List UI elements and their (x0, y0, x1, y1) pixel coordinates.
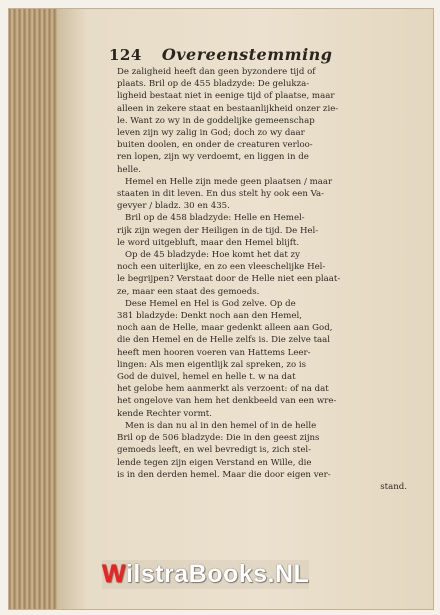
text-line: De zaligheid heeft dan geen byzondere tijd of (117, 67, 316, 77)
text-line: lingen: Als men eigentlijk zal spreken, zo is (117, 359, 307, 370)
book-photo (8, 8, 434, 610)
text-line: God de duivel, hemel en helle t. w na dat (117, 372, 296, 383)
text-line: buiten doolen, en onder de creaturen verloo- (117, 140, 313, 151)
text-line: le. Want zo wy in de goddelijke gemeenschap (117, 115, 315, 126)
text-line: lende tegen zijn eigen Verstand en Wille, die (117, 457, 312, 468)
text-line: leven zijn wy zalig in God; doch zo wy daar (117, 128, 305, 139)
text-line: het ongelove van hem het denkbeeld van een wre- (117, 396, 337, 407)
page-header (109, 45, 411, 64)
page-number: 124 (109, 46, 142, 64)
text-line: kende Rechter vormt. (117, 408, 212, 419)
text-line: 381 bladzyde: Denkt noch aan den Hemel, (117, 311, 302, 322)
text-line: alleen in zekere staat en bestaanlijkheid onzer zie- (117, 103, 339, 114)
text-line: Bril op de 506 bladzyde: Die in den geest zijns (117, 433, 320, 444)
running-head: Overeenstemming (161, 45, 333, 64)
text-line: gevyer / bladz. 30 en 435. (117, 201, 230, 212)
text-line: Op de 45 bladzyde: Hoe komt het dat zy (125, 250, 300, 261)
watermark-text: ilstraBooks.NL (125, 560, 310, 588)
watermark-logo (102, 560, 309, 589)
text-line: staaten in dit leven. En dus stelt hy ook een Va- (117, 189, 325, 200)
text-line: ze, maar een staat des gemoeds. (117, 286, 260, 297)
watermark-initial: W (102, 560, 126, 588)
text-line: rijk zijn wegen der Heiligen in de tijd. De Hel- (117, 225, 319, 236)
text-line: helle. (117, 164, 141, 175)
text-line: Men is dan nu al in den hemel of in de helle (125, 420, 317, 431)
text-line: heeft men hooren voeren van Hattems Leer- (117, 347, 311, 358)
body-text (117, 66, 411, 493)
text-line: die den Hemel en de Helle zelfs is. Die zelve taal (117, 335, 331, 346)
text-line: Bril op de 458 bladzyde: Helle en Hemel- (125, 213, 305, 224)
text-line: gemoeds leeft, en wel bevredigt is, zich stel- (117, 445, 312, 456)
text-line: noch een uiterlijke, en zo een vleeschelijke Hel- (117, 262, 326, 273)
text-line: le begrijpen? Verstaat door de Helle niet een plaat- (117, 274, 341, 285)
page-edges (9, 9, 58, 609)
text-line: het gelobe hem aanmerkt als verzoent: of na dat (117, 384, 329, 395)
text-line: is in den derden hemel. Maar die door eigen ver- (117, 469, 331, 480)
text-line: noch aan de Helle, maar gedenkt alleen aan God, (117, 323, 333, 334)
text-line: Hemel en Helle zijn mede geen plaatsen / maar (125, 176, 333, 187)
text-line: ligheid bestaat niet in eenige tijd of plaatse, maar (117, 91, 335, 102)
text-line: Dese Hemel en Hel is God zelve. Op de (125, 298, 296, 309)
text-line: stand. (380, 481, 407, 492)
text-line: ren lopen, zijn wy verdoemt, en liggen in de (117, 152, 309, 163)
book-page (57, 9, 433, 609)
text-line: plaats. Bril op de 455 bladzyde: De gelukza- (117, 79, 310, 90)
text-line: le word uitgebluft, maar den Hemel blijft. (117, 237, 300, 248)
